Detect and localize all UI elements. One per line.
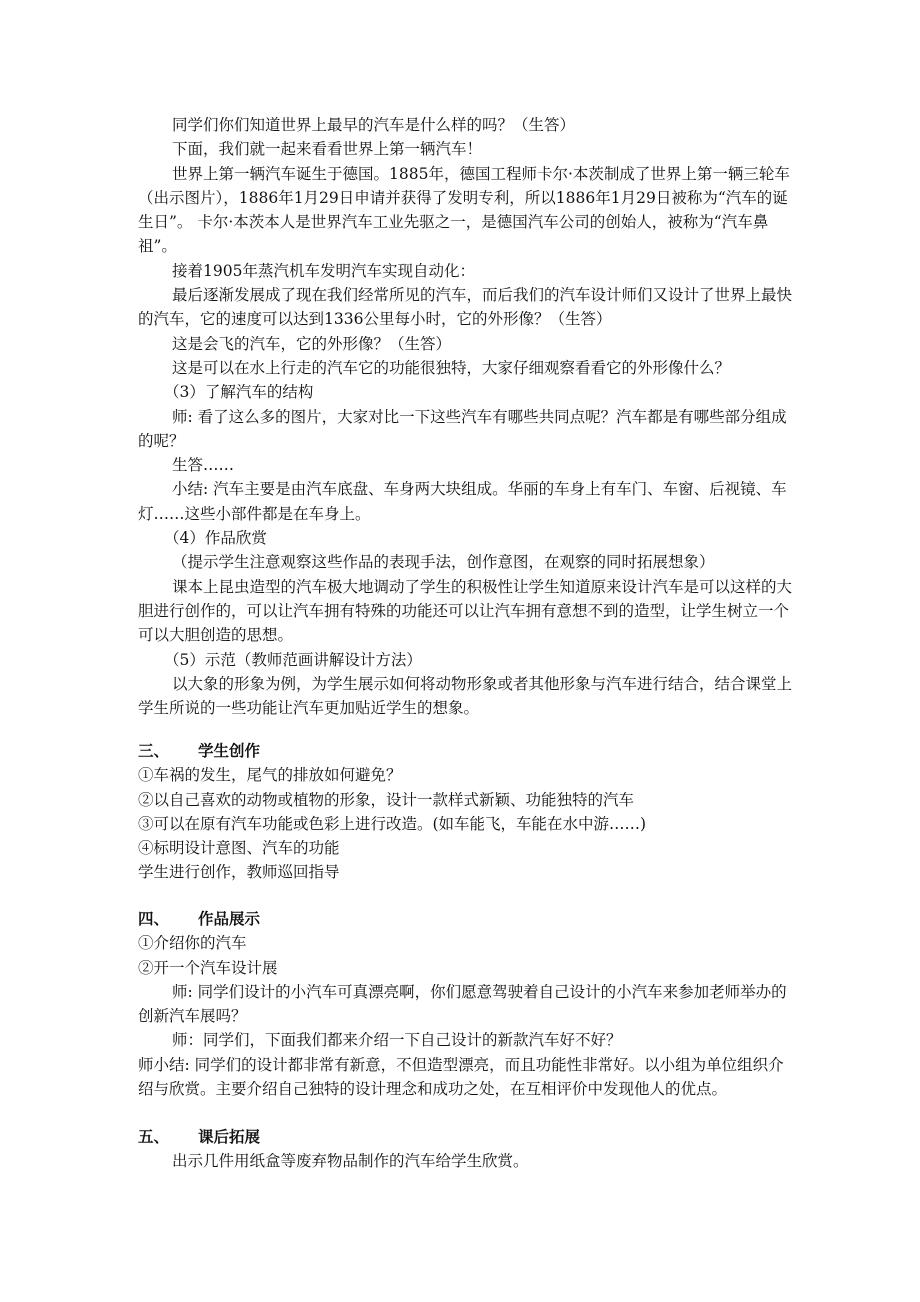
lesson-body <box>138 113 798 720</box>
section-3-title: 学生创作 <box>198 742 261 760</box>
section-5-heading <box>138 1125 798 1149</box>
section-3-heading <box>138 739 798 763</box>
paragraph: 生答…… <box>172 456 235 475</box>
paragraph: （5）示范（教师范画讲解设计方法） <box>164 650 422 669</box>
section-4-title: 作品展示 <box>198 910 261 928</box>
paragraph: 同学们你们知道世界上最早的汽车是什么样的吗？（生答） <box>172 116 576 134</box>
list-item: ①车祸的发生，尾气的排放如何避免？ <box>138 766 402 785</box>
list-item: ④标明设计意图、汽车的功能 <box>138 839 340 858</box>
paragraph: （4）作品欣赏 <box>164 529 267 548</box>
paragraph: 出示几件用纸盒等废弃物品制作的汽车给学生欣赏。 <box>172 1152 529 1171</box>
list-item: ②以自己喜欢的动物或植物的形象，设计一款样式新颖、功能独特的汽车 <box>138 790 635 809</box>
paragraph: 接着1905年蒸汽机车发明汽车实现自动化： <box>172 261 475 280</box>
section-5 <box>138 1125 798 1174</box>
paragraph: 师: 看了这么多的图片，大家对比一下这些汽车有哪些共同点呢？汽车都是有哪些部分组成的呢？ <box>138 407 787 450</box>
paragraph: 最后逐渐发展成了现在我们经常所见的汽车，而后我们的汽车设计师们又设计了世界上最快的汽车，它的速度可以达到1336公里每小时，它的外形像？（生答） <box>138 286 793 329</box>
paragraph: （提示学生注意观察这些作品的表现手法，创作意图，在观察的同时拓展想象） <box>172 553 715 572</box>
list-item: 师：同学们，下面我们都来介绍一下自己设计的新款汽车好不好？ <box>172 1031 622 1050</box>
paragraph: 这是会飞的汽车，它的外形像？（生答） <box>172 334 452 353</box>
list-item: ②开一个汽车设计展 <box>138 958 278 977</box>
paragraph: 课本上昆虫造型的汽车极大地调动了学生的积极性让学生知道原来设计汽车是可以这样的大胆进行创作的，可以让汽车拥有特殊的功能还可以让汽车拥有意想不到的造型，让学生树立一个可以大胆创造的思想。 <box>138 577 793 645</box>
list-item: 师: 同学们设计的小汽车可真漂亮啊，你们愿意驾驶着自己设计的小汽车来参加老师举办的创新汽车展吗？ <box>138 982 787 1026</box>
list-item: ①介绍你的汽车 <box>138 934 247 953</box>
paragraph: 世界上第一辆汽车诞生于德国。1885年，德国工程师卡尔·本茨制成了世界上第一辆三轮车（出示图片），1886年1月29日申请并获得了发明专利，所以1886年1月29日被称为“汽车的诞生日”。 卡尔·本茨本人是世界汽车工业先驱之一，是德国汽车公司的创始人，被称为“汽车鼻祖”。 <box>138 164 790 256</box>
section-3-number: 三、 <box>138 742 170 760</box>
paragraph: 以大象的形象为例，为学生展示如何将动物形象或者其他形象与汽车进行结合，结合课堂上学生所说的一些功能让汽车更加贴近学生的想象。 <box>138 674 793 718</box>
section-3 <box>138 739 798 885</box>
paragraph: 这是可以在水上行走的汽车它的功能很独特，大家仔细观察看看它的外形像什么？ <box>172 358 731 377</box>
paragraph: 下面，我们就一起来看看世界上第一辆汽车！ <box>172 140 483 159</box>
list-item: 师小结: 同学们的设计都非常有新意，不但造型漂亮，而且功能性非常好。以小组为单位组织介绍与欣赏。主要介绍自己独特的设计理念和成功之处，在互相评价中发现他人的优点。 <box>138 1055 784 1099</box>
section-4-heading <box>138 907 798 931</box>
list-item: 学生进行创作，教师巡回指导 <box>138 863 340 882</box>
section-5-number: 五、 <box>138 1128 170 1146</box>
section-5-title: 课后拓展 <box>198 1128 261 1146</box>
section-4 <box>138 907 798 1101</box>
list-item: ③可以在原有汽车功能或色彩上进行改造。(如车能飞，车能在水中游……) <box>138 814 647 833</box>
paragraph: 小结: 汽车主要是由汽车底盘、车身两大块组成。华丽的车身上有车门、车窗、后视镜、车灯……这些小部件都是在车身上。 <box>138 480 787 523</box>
section-4-number: 四、 <box>138 910 170 928</box>
paragraph: （3）了解汽车的结构 <box>164 383 314 402</box>
